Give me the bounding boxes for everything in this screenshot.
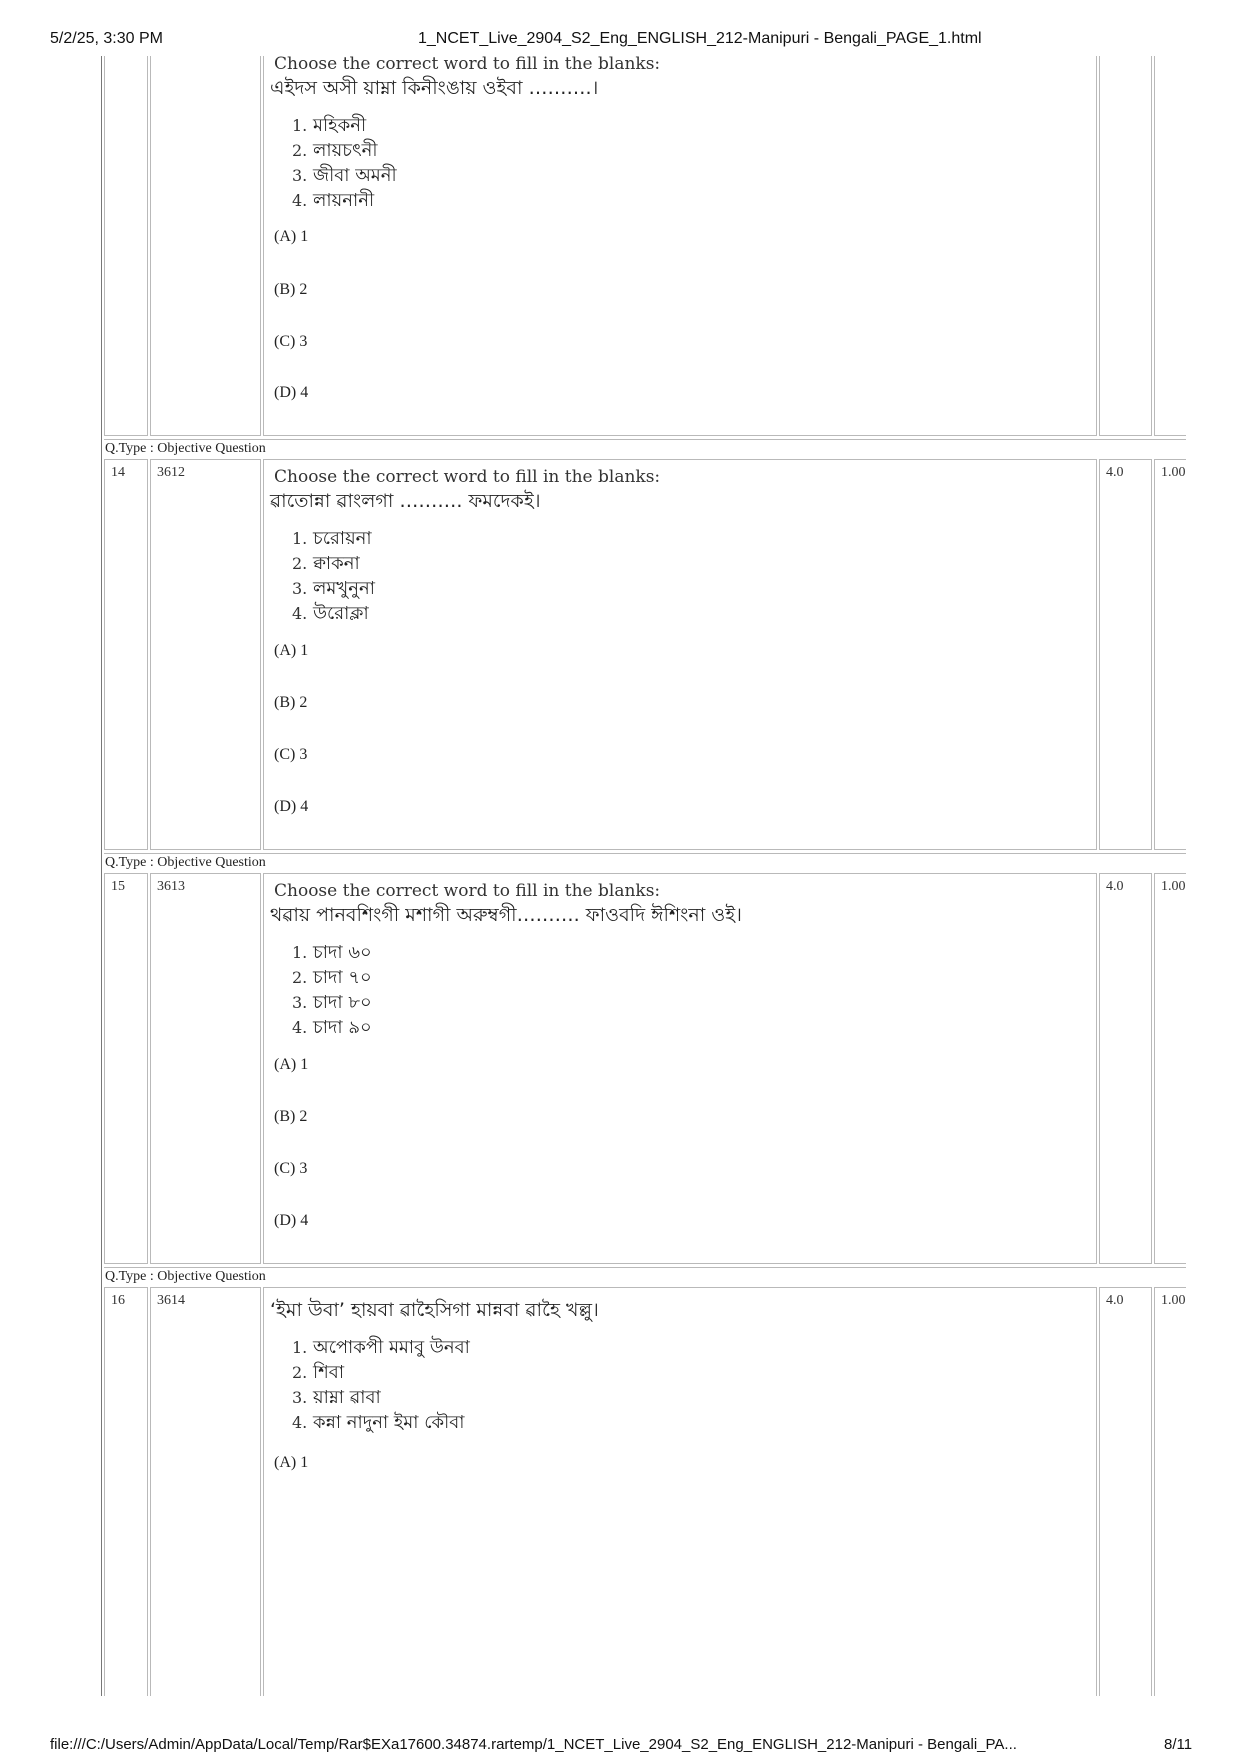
- print-header: [0, 30, 1240, 52]
- page-number: 8/11: [1164, 1736, 1193, 1753]
- marks-cell: [1099, 1287, 1152, 1696]
- question-id: 3613: [157, 879, 185, 894]
- option-item: 4. লায়নানী: [292, 190, 375, 211]
- question-serial: 16: [111, 1293, 125, 1308]
- question-type-label: Q.Type : Objective Question: [104, 853, 1186, 871]
- answer-choice-a: (A) 1: [274, 1056, 309, 1073]
- option-item: 3. য়াম্না ৱাবা: [292, 1387, 381, 1408]
- answer-choice-a: (A) 1: [274, 1454, 309, 1471]
- option-item: 1. চরোয়না: [292, 528, 372, 549]
- option-item: 2. শিবা: [292, 1362, 345, 1383]
- negative-marks-value: 1.00: [1161, 879, 1186, 894]
- option-item: 3. লমখুনুনা: [292, 578, 375, 599]
- option-item: 1. চাদা ৬০: [292, 942, 372, 963]
- answer-choice-a: (A) 1: [274, 642, 309, 659]
- option-item: 4. কন্না নাদুনা ইমা কৌবা: [292, 1412, 465, 1433]
- answer-choice-c: (C) 3: [274, 333, 308, 350]
- question-id-cell: [150, 1287, 261, 1696]
- question-sheet: [101, 56, 1186, 1696]
- option-item: 3. চাদা ৮০: [292, 992, 372, 1013]
- print-datetime: 5/2/25, 3:30 PM: [50, 30, 163, 47]
- question-id-cell: [150, 56, 261, 436]
- marks-cell: [1099, 873, 1152, 1264]
- question-id-cell: [150, 459, 261, 850]
- option-item: 4. চাদা ৯০: [292, 1017, 372, 1038]
- answer-choice-c: (C) 3: [274, 746, 308, 763]
- question-instruction: Choose the correct word to fill in the blanks:: [274, 467, 661, 487]
- question-instruction: Choose the correct word to fill in the blanks:: [274, 56, 661, 74]
- question-text: ‘ইমা উবা’ হায়বা ৱাহৈসিগা মান্নবা ৱাহৈ খল্লু।: [270, 1299, 599, 1321]
- answer-choice-d: (D) 4: [274, 384, 309, 401]
- question-id-cell: [150, 873, 261, 1264]
- answer-choice-b: (B) 2: [274, 1108, 308, 1125]
- marks-value: 4.0: [1106, 1293, 1124, 1308]
- print-footer: [0, 1736, 1240, 1754]
- question-body-cell: [263, 56, 1097, 436]
- marks-cell: [1099, 459, 1152, 850]
- answer-choice-d: (D) 4: [274, 798, 309, 815]
- question-row: [101, 56, 1186, 436]
- question-serial: 15: [111, 879, 125, 894]
- answer-choice-a: (A) 1: [274, 228, 309, 245]
- option-item: 1. অপোকপী মমাবু উনবা: [292, 1337, 470, 1358]
- negative-marks-cell: [1154, 56, 1186, 436]
- print-doc-title: 1_NCET_Live_2904_S2_Eng_ENGLISH_212-Manipuri - Bengali_PAGE_1.html: [418, 30, 982, 47]
- option-list: [292, 1335, 470, 1435]
- marks-cell: [1099, 56, 1152, 436]
- question-text: থৱায় পানবশিংগী মশাগী অরুম্বগী………. ফাওবদি ঈশিংনা ওই।: [270, 904, 742, 926]
- question-row: [101, 459, 1186, 850]
- answer-choice-b: (B) 2: [274, 281, 308, 298]
- option-item: 4. উরোক্লা: [292, 603, 369, 624]
- negative-marks-cell: [1154, 873, 1186, 1264]
- answer-choice-c: (C) 3: [274, 1160, 308, 1177]
- question-body-cell: [263, 873, 1097, 1264]
- serial-cell: [104, 1287, 148, 1696]
- question-text: ৱাতোন্না ৱাংলগা ………. ফমদেকই।: [270, 490, 541, 512]
- option-list: [292, 940, 372, 1040]
- serial-cell: [104, 459, 148, 850]
- option-item: 2. চাদা ৭০: [292, 967, 372, 988]
- question-id: 3612: [157, 465, 185, 480]
- question-body-cell: [263, 459, 1097, 850]
- question-row: [101, 1287, 1186, 1696]
- file-path: file:///C:/Users/Admin/AppData/Local/Temp/Rar$EXa17600.34874.rartemp/1_NCET_Live_2904_S2_Eng_ENGLISH_212-Manipuri - Bengali_PA...: [50, 1736, 1017, 1753]
- answer-choice-d: (D) 4: [274, 1212, 309, 1229]
- negative-marks-cell: [1154, 1287, 1186, 1696]
- question-id: 3614: [157, 1293, 185, 1308]
- question-body-cell: [263, 1287, 1097, 1696]
- option-item: 3. জীবা অমনী: [292, 165, 397, 186]
- question-type-label: Q.Type : Objective Question: [104, 439, 1186, 457]
- option-item: 1. মহিকনী: [292, 115, 367, 136]
- option-list: [292, 526, 375, 626]
- negative-marks-cell: [1154, 459, 1186, 850]
- question-type-label: Q.Type : Objective Question: [104, 1267, 1186, 1285]
- question-text: এইদস অসী য়াম্না কিনীংঙায় ওইবা ……….।: [270, 77, 599, 99]
- negative-marks-value: 1.00: [1161, 465, 1186, 480]
- option-item: 2. লায়চৎনী: [292, 140, 378, 161]
- question-serial: 14: [111, 465, 125, 480]
- option-list: [292, 113, 397, 213]
- marks-value: 4.0: [1106, 465, 1124, 480]
- question-instruction: Choose the correct word to fill in the blanks:: [274, 881, 661, 901]
- answer-choice-b: (B) 2: [274, 694, 308, 711]
- marks-value: 4.0: [1106, 879, 1124, 894]
- serial-cell: [104, 56, 148, 436]
- question-row: [101, 873, 1186, 1264]
- serial-cell: [104, 873, 148, 1264]
- option-item: 2. ক্বাকনা: [292, 553, 360, 574]
- negative-marks-value: 1.00: [1161, 1293, 1186, 1308]
